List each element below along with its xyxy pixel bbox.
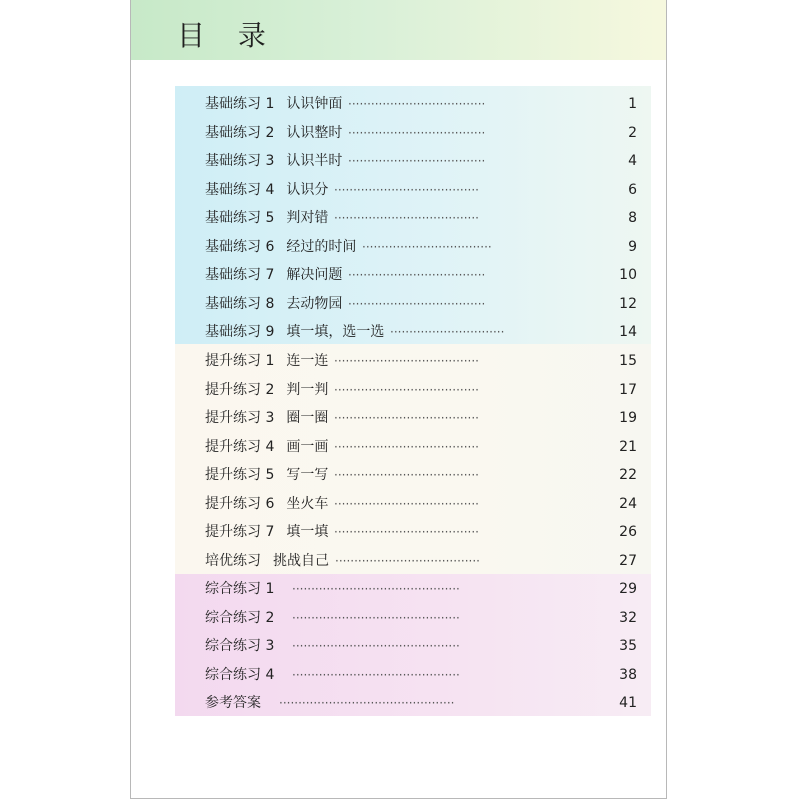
toc-page-number: 29 xyxy=(619,581,637,597)
toc-page xyxy=(130,0,667,799)
toc-page-number: 26 xyxy=(619,524,637,540)
toc-entry[interactable] xyxy=(175,233,651,261)
toc-entry-label xyxy=(205,604,286,632)
toc-leader-dots: ···································· xyxy=(348,154,486,168)
toc-page-number: 14 xyxy=(619,324,637,340)
toc-leader-dots: ······································ xyxy=(334,411,479,425)
toc-page-number: 9 xyxy=(628,238,637,255)
toc-entry-number: 基础练习 3 xyxy=(205,153,275,169)
toc-entry[interactable] xyxy=(175,204,651,232)
toc-entry-number: 基础练习 2 xyxy=(205,124,275,141)
toc-leader-dots: ············································ xyxy=(292,582,460,596)
toc-entry[interactable] xyxy=(175,176,651,204)
toc-entry-title: 解决问题 xyxy=(286,267,343,283)
toc-entry-number: 综合练习 4 xyxy=(205,666,275,683)
toc-entry[interactable] xyxy=(175,404,651,432)
toc-entry-number: 综合练习 3 xyxy=(205,638,275,654)
toc-leader-dots: ···································· xyxy=(348,296,486,311)
toc-leader-dots: ······································ xyxy=(334,182,479,197)
toc-entry-number: 提升练习 1 xyxy=(205,353,275,369)
toc-entry-number: 基础练习 5 xyxy=(205,210,275,226)
toc-page-number: 12 xyxy=(619,295,637,312)
toc-entry-label xyxy=(205,632,286,660)
toc-entry-label xyxy=(205,147,342,175)
toc-entry[interactable] xyxy=(175,147,651,175)
toc-entry-label xyxy=(205,689,273,717)
toc-entry-title: 认识半时 xyxy=(286,153,343,169)
toc-page-number: 41 xyxy=(619,695,637,711)
toc-entry-title: 填一填 xyxy=(286,524,329,540)
toc-leader-dots: ···································· xyxy=(348,268,486,282)
toc-page-number: 32 xyxy=(619,609,637,626)
toc-entry-number: 培优练习 xyxy=(205,552,261,569)
toc-leader-dots: ······································ xyxy=(334,439,479,454)
toc-entry[interactable] xyxy=(175,490,651,518)
toc-entry[interactable] xyxy=(175,604,651,632)
toc-entry-label xyxy=(205,376,328,404)
toc-entry-title: 填一填，选一选 xyxy=(286,324,385,340)
toc-entry-label xyxy=(205,176,328,204)
toc-entry-label xyxy=(205,90,342,118)
toc-entry-title: 判对错 xyxy=(286,210,329,226)
toc-leader-dots: ·············································· xyxy=(279,696,455,710)
toc-page-number: 15 xyxy=(619,353,637,369)
toc-leader-dots: ······························ xyxy=(390,325,505,339)
toc-entry-label xyxy=(205,318,384,346)
toc-leader-dots: ······································ xyxy=(334,468,479,482)
toc-entry[interactable] xyxy=(175,575,651,603)
toc-entry-title: 认识钟面 xyxy=(286,96,343,112)
toc-entry-label xyxy=(205,347,328,375)
toc-entry[interactable] xyxy=(175,661,651,689)
toc-entry-title: 画一画 xyxy=(286,438,329,455)
toc-entry-label xyxy=(205,518,328,546)
toc-entry[interactable] xyxy=(175,318,651,346)
toc-entry-title: 连一连 xyxy=(286,353,329,369)
toc-page-number: 4 xyxy=(628,153,637,169)
toc-entry-label xyxy=(205,204,328,232)
toc-entry-title: 坐火车 xyxy=(286,495,329,512)
toc-entry-title: 判一判 xyxy=(286,381,329,398)
toc-entry-title: 挑战自己 xyxy=(273,552,329,569)
toc-entry-number: 基础练习 1 xyxy=(205,96,275,112)
toc-entry-title: 写一写 xyxy=(286,467,329,483)
toc-entry-label xyxy=(205,490,328,518)
toc-entry-label xyxy=(205,119,342,147)
toc-page-number: 10 xyxy=(619,267,637,283)
toc-entry-number: 综合练习 2 xyxy=(205,609,275,626)
comprehensive-practice-section xyxy=(175,574,651,716)
toc-leader-dots: ······································ xyxy=(334,354,479,368)
toc-leader-dots: ·································· xyxy=(362,239,492,254)
toc-entry-label xyxy=(205,261,342,289)
toc-page-number: 35 xyxy=(619,638,637,654)
toc-entry-number: 提升练习 7 xyxy=(205,524,275,540)
toc-entry[interactable] xyxy=(175,290,651,318)
toc-page-number: 2 xyxy=(628,124,637,141)
toc-entry-label xyxy=(205,233,356,261)
toc-leader-dots: ············································ xyxy=(292,667,460,682)
toc-page-number: 22 xyxy=(619,467,637,483)
toc-entry-title: 经过的时间 xyxy=(286,238,357,255)
toc-entry-title: 认识分 xyxy=(286,181,329,198)
toc-entry-number: 提升练习 4 xyxy=(205,438,275,455)
toc-leader-dots: ······································ xyxy=(334,382,479,397)
toc-leader-dots: ············································ xyxy=(292,610,460,625)
toc-entry-label xyxy=(205,433,328,461)
toc-entry[interactable] xyxy=(175,461,651,489)
toc-entry-number: 提升练习 3 xyxy=(205,410,275,426)
toc-entry-number: 基础练习 9 xyxy=(205,324,275,340)
toc-leader-dots: ···································· xyxy=(348,125,486,140)
toc-entry-number: 基础练习 8 xyxy=(205,295,275,312)
toc-entry-number: 综合练习 1 xyxy=(205,581,275,597)
toc-entry-label xyxy=(205,661,286,689)
toc-entry-number: 提升练习 5 xyxy=(205,467,275,483)
toc-page-number: 6 xyxy=(628,181,637,198)
toc-leader-dots: ······································ xyxy=(334,525,479,539)
toc-leader-dots: ······································ xyxy=(334,211,479,225)
toc-page-number: 27 xyxy=(619,552,637,569)
basic-practice-section xyxy=(175,86,651,344)
toc-entry[interactable] xyxy=(175,547,651,575)
toc-entry-label xyxy=(205,547,329,575)
toc-entry[interactable] xyxy=(175,433,651,461)
toc-entry-number: 提升练习 6 xyxy=(205,495,275,512)
toc-entry-title: 去动物园 xyxy=(286,295,343,312)
toc-leader-dots: ···································· xyxy=(348,97,486,111)
header-band xyxy=(131,0,666,60)
toc-page-number: 21 xyxy=(619,438,637,455)
toc-entry-label xyxy=(205,575,286,603)
toc-entry[interactable] xyxy=(175,376,651,404)
toc-entry-label xyxy=(205,290,342,318)
toc-entry-title: 圈一圈 xyxy=(286,410,329,426)
toc-page-number: 1 xyxy=(628,96,637,112)
toc-entry-label xyxy=(205,404,328,432)
toc-entry[interactable] xyxy=(175,90,651,118)
toc-page-number: 24 xyxy=(619,495,637,512)
toc-entry[interactable] xyxy=(175,689,651,717)
toc-entry-label xyxy=(205,461,328,489)
toc-page-number: 19 xyxy=(619,410,637,426)
toc-page-number: 8 xyxy=(628,210,637,226)
toc-entry-number: 参考答案 xyxy=(205,695,261,711)
toc-page-number: 38 xyxy=(619,666,637,683)
toc-entry-number: 基础练习 4 xyxy=(205,181,275,198)
toc-page-number: 17 xyxy=(619,381,637,398)
toc-entry[interactable] xyxy=(175,518,651,546)
toc-entry-title: 认识整时 xyxy=(286,124,343,141)
toc-leader-dots: ······································ xyxy=(335,553,480,568)
toc-entry-number: 基础练习 7 xyxy=(205,267,275,283)
page-title: 目 录 xyxy=(177,19,278,52)
toc-entry[interactable] xyxy=(175,632,651,660)
toc-entry-number: 基础练习 6 xyxy=(205,238,275,255)
toc-entry[interactable] xyxy=(175,119,651,147)
toc-entry[interactable] xyxy=(175,347,651,375)
toc-entry-number: 提升练习 2 xyxy=(205,381,275,398)
toc-entry[interactable] xyxy=(175,261,651,289)
upgrade-practice-section xyxy=(175,344,651,574)
toc-leader-dots: ······································ xyxy=(334,496,479,511)
toc-leader-dots: ············································ xyxy=(292,639,460,653)
